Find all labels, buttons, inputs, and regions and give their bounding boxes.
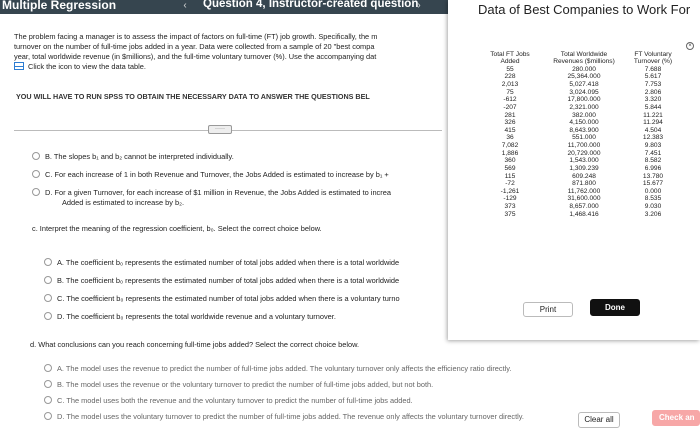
column-header: Revenues ($millions) <box>553 58 615 66</box>
d-option-d[interactable] <box>44 412 524 422</box>
radio-button[interactable] <box>32 170 40 178</box>
radio-button[interactable] <box>44 258 52 266</box>
course-title: Multiple Regression <box>2 0 117 12</box>
table-cell-revenue: 1,468.416 <box>569 210 599 218</box>
more-button[interactable]: ····· <box>208 125 232 134</box>
option-text: The model uses the revenue or the voluntary turnover to predict the number of full-time jobs added, but not both. <box>65 380 434 389</box>
d-option-a[interactable] <box>44 364 512 374</box>
table-cell-jobs: 415 <box>504 126 516 134</box>
option-text: The model uses the voluntary turnover to predict the number of full-time jobs added. The revenue only affects the voluntary turnover directly. <box>66 412 524 421</box>
table-cell-revenue: 1,543.000 <box>569 157 599 165</box>
table-cell-turnover: 5.617 <box>644 73 662 81</box>
jobs-added-column <box>488 51 532 218</box>
column-header: Turnover (%) <box>633 58 673 66</box>
table-cell-jobs: -1,261 <box>500 187 520 195</box>
table-cell-revenue: 3,024.095 <box>569 88 599 96</box>
turnover-column <box>628 51 678 218</box>
radio-button[interactable] <box>44 312 52 320</box>
table-cell-turnover: 12.383 <box>642 134 664 142</box>
table-cell-jobs: -72 <box>505 180 515 188</box>
table-cell-jobs: 55 <box>506 65 514 73</box>
table-cell-revenue: 280.000 <box>572 65 596 73</box>
option-letter: B. <box>45 152 52 161</box>
c-option-b[interactable] <box>44 276 442 286</box>
radio-button[interactable] <box>32 152 40 160</box>
option-c[interactable] <box>32 170 442 180</box>
d-option-b[interactable] <box>44 380 433 390</box>
check-answer-button[interactable]: Check an <box>652 410 700 426</box>
problem-line: year, total worldwide revenue (in $millions), and the full-time voluntary turnover (%). Use the accompanying dat <box>14 51 377 61</box>
c-option-a[interactable] <box>44 258 442 268</box>
table-cell-turnover: 0.000 <box>644 187 662 195</box>
table-cell-revenue: 8,657.000 <box>569 203 599 211</box>
table-cell-revenue: 5,027.418 <box>569 81 599 89</box>
previous-question-icon[interactable]: ‹ <box>183 0 187 11</box>
option-letter: C. <box>57 294 65 303</box>
option-letter: D. <box>45 188 53 197</box>
option-letter: D. <box>57 312 65 321</box>
data-window-title: Data of Best Companies to Work For <box>478 2 691 17</box>
option-text: The slopes b₁ and b₂ cannot be interpreted individually. <box>53 152 234 161</box>
print-button[interactable]: Print <box>523 302 573 317</box>
table-cell-jobs: 281 <box>504 111 516 119</box>
table-cell-turnover: 8.535 <box>644 195 662 203</box>
option-text: For a given Turnover, for each increase of $1 million in Revenue, the Jobs Added is estimated to increa <box>54 188 391 197</box>
problem-line: turnover on the number of full-time jobs added in a year. Data were collected from a sample of 20 "best compa <box>14 41 375 51</box>
table-cell-jobs: 2,013 <box>501 81 519 89</box>
table-icon[interactable] <box>14 62 24 70</box>
table-cell-jobs: 373 <box>504 203 516 211</box>
table-cell-revenue: 871.800 <box>572 180 596 188</box>
column-header: FT Voluntary <box>634 51 672 58</box>
table-cell-turnover: 9.030 <box>644 203 662 211</box>
table-cell-revenue: 31,600.000 <box>567 195 601 203</box>
option-letter: C. <box>57 396 65 405</box>
option-letter: D. <box>57 412 65 421</box>
table-cell-turnover: 11.221 <box>643 111 663 119</box>
table-cell-jobs: 569 <box>504 164 516 172</box>
table-cell-revenue: 11,762.000 <box>567 187 601 195</box>
table-cell-turnover: 2.806 <box>644 88 662 96</box>
table-cell-jobs: -207 <box>503 103 517 111</box>
table-cell-turnover: 3.206 <box>644 210 662 218</box>
table-cell-jobs: -612 <box>503 96 517 104</box>
radio-button[interactable] <box>44 380 52 388</box>
table-cell-revenue: 382.000 <box>572 111 596 119</box>
column-header: Added <box>500 58 520 66</box>
table-cell-turnover: 8.582 <box>644 157 662 165</box>
table-cell-revenue: 2,321.000 <box>569 103 599 111</box>
radio-button[interactable] <box>44 294 52 302</box>
table-cell-turnover: 7.688 <box>644 65 662 73</box>
option-d[interactable] <box>32 188 442 198</box>
option-text: The coefficient b₀ represents the estimated number of total jobs added when there is a total worldwide <box>65 276 400 285</box>
table-cell-jobs: 228 <box>504 73 516 81</box>
d-option-c[interactable] <box>44 396 413 406</box>
table-cell-turnover: 6.996 <box>644 164 662 172</box>
radio-button[interactable] <box>32 188 40 196</box>
table-cell-turnover: 4.504 <box>644 126 662 134</box>
table-cell-revenue: 17,800.000 <box>567 96 601 104</box>
table-cell-turnover: 3.320 <box>644 96 662 104</box>
table-cell-revenue: 609.248 <box>572 172 596 180</box>
c-option-d[interactable] <box>44 312 442 322</box>
part-d-question: d. What conclusions can you reach concerning full-time jobs added? Select the correct choice below. <box>30 340 360 349</box>
table-cell-jobs: 1,886 <box>501 149 519 157</box>
option-text: The model uses the revenue to predict the number of full-time jobs added. The voluntary turnover only affects the efficiency ratio directly. <box>65 364 512 373</box>
c-option-c[interactable] <box>44 294 442 304</box>
radio-button[interactable] <box>44 276 52 284</box>
option-text: The coefficient b₀ represents the total worldwide revenue and a voluntary turnover. <box>66 312 336 321</box>
table-cell-turnover: 9.803 <box>644 142 662 150</box>
spss-instruction: YOU WILL HAVE TO RUN SPSS TO OBTAIN THE NECESSARY DATA TO ANSWER THE QUESTIONS BEL <box>16 92 370 101</box>
table-cell-jobs: 7,082 <box>501 142 519 150</box>
table-cell-revenue: 20,729.000 <box>567 149 601 157</box>
option-letter: A. <box>57 258 64 267</box>
table-cell-revenue: 1,309.239 <box>569 164 599 172</box>
option-text: The model uses both the revenue and the voluntary turnover to predict the number of full-time jobs added. <box>66 396 413 405</box>
table-cell-jobs: 115 <box>504 172 516 180</box>
table-cell-revenue: 11,700.000 <box>567 142 601 150</box>
option-letter: B. <box>57 380 64 389</box>
data-table-link-text[interactable]: Click the icon to view the data table. <box>28 61 146 71</box>
radio-button[interactable] <box>44 396 52 404</box>
table-cell-jobs: 375 <box>504 210 516 218</box>
clear-all-button[interactable]: Clear all <box>578 412 620 428</box>
problem-statement <box>14 32 442 72</box>
problem-line: The problem facing a manager is to assess the impact of factors on full-time (FT) job growth. Specifically, the m <box>14 32 378 41</box>
table-cell-revenue: 551.000 <box>572 134 596 142</box>
table-cell-turnover: 7.451 <box>644 149 662 157</box>
option-text: The coefficient b₀ represents the estimated number of total jobs added when there is a voluntary turno <box>66 294 400 303</box>
table-cell-turnover: 5.844 <box>644 103 662 111</box>
next-question-icon[interactable]: › <box>417 0 421 11</box>
option-letter: A. <box>57 364 64 373</box>
table-cell-jobs: 36 <box>506 134 514 142</box>
option-letter: B. <box>57 276 64 285</box>
table-cell-revenue: 25,364.000 <box>567 73 601 81</box>
option-d-continued: Added is estimated to increase by b₂. <box>62 198 185 207</box>
column-header: Total FT Jobs <box>490 51 530 58</box>
option-b[interactable] <box>32 152 234 162</box>
part-c-question: c. Interpret the meaning of the regression coefficient, b₀. Select the correct choice below. <box>32 224 322 233</box>
data-table-window <box>448 0 700 340</box>
data-table-link[interactable] <box>14 62 442 72</box>
table-cell-turnover: 7.753 <box>644 81 662 89</box>
table-cell-turnover: 11.294 <box>643 119 663 127</box>
table-cell-turnover: 13.780 <box>642 172 664 180</box>
radio-button[interactable] <box>44 364 52 372</box>
table-cell-jobs: 75 <box>506 88 514 96</box>
revenue-column <box>544 51 624 218</box>
close-icon[interactable]: × <box>686 42 694 50</box>
option-text: The coefficient b₀ represents the estimated number of total jobs added when there is a total worldwide <box>65 258 400 267</box>
table-cell-revenue: 4,150.000 <box>569 119 599 127</box>
option-text: For each increase of 1 in both Revenue and Turnover, the Jobs Added is estimated to increase by b₁ + <box>54 170 389 179</box>
question-label: Question 4, Instructor-created question <box>203 0 419 10</box>
done-button[interactable]: Done <box>590 299 640 316</box>
table-cell-revenue: 8,643.900 <box>569 126 599 134</box>
option-letter: C. <box>45 170 53 179</box>
radio-button[interactable] <box>44 412 52 420</box>
table-cell-jobs: -129 <box>503 195 517 203</box>
table-cell-turnover: 15.677 <box>642 180 664 188</box>
table-cell-jobs: 326 <box>504 119 516 127</box>
table-cell-jobs: 360 <box>504 157 516 165</box>
column-header: Total Worldwide <box>560 51 608 58</box>
